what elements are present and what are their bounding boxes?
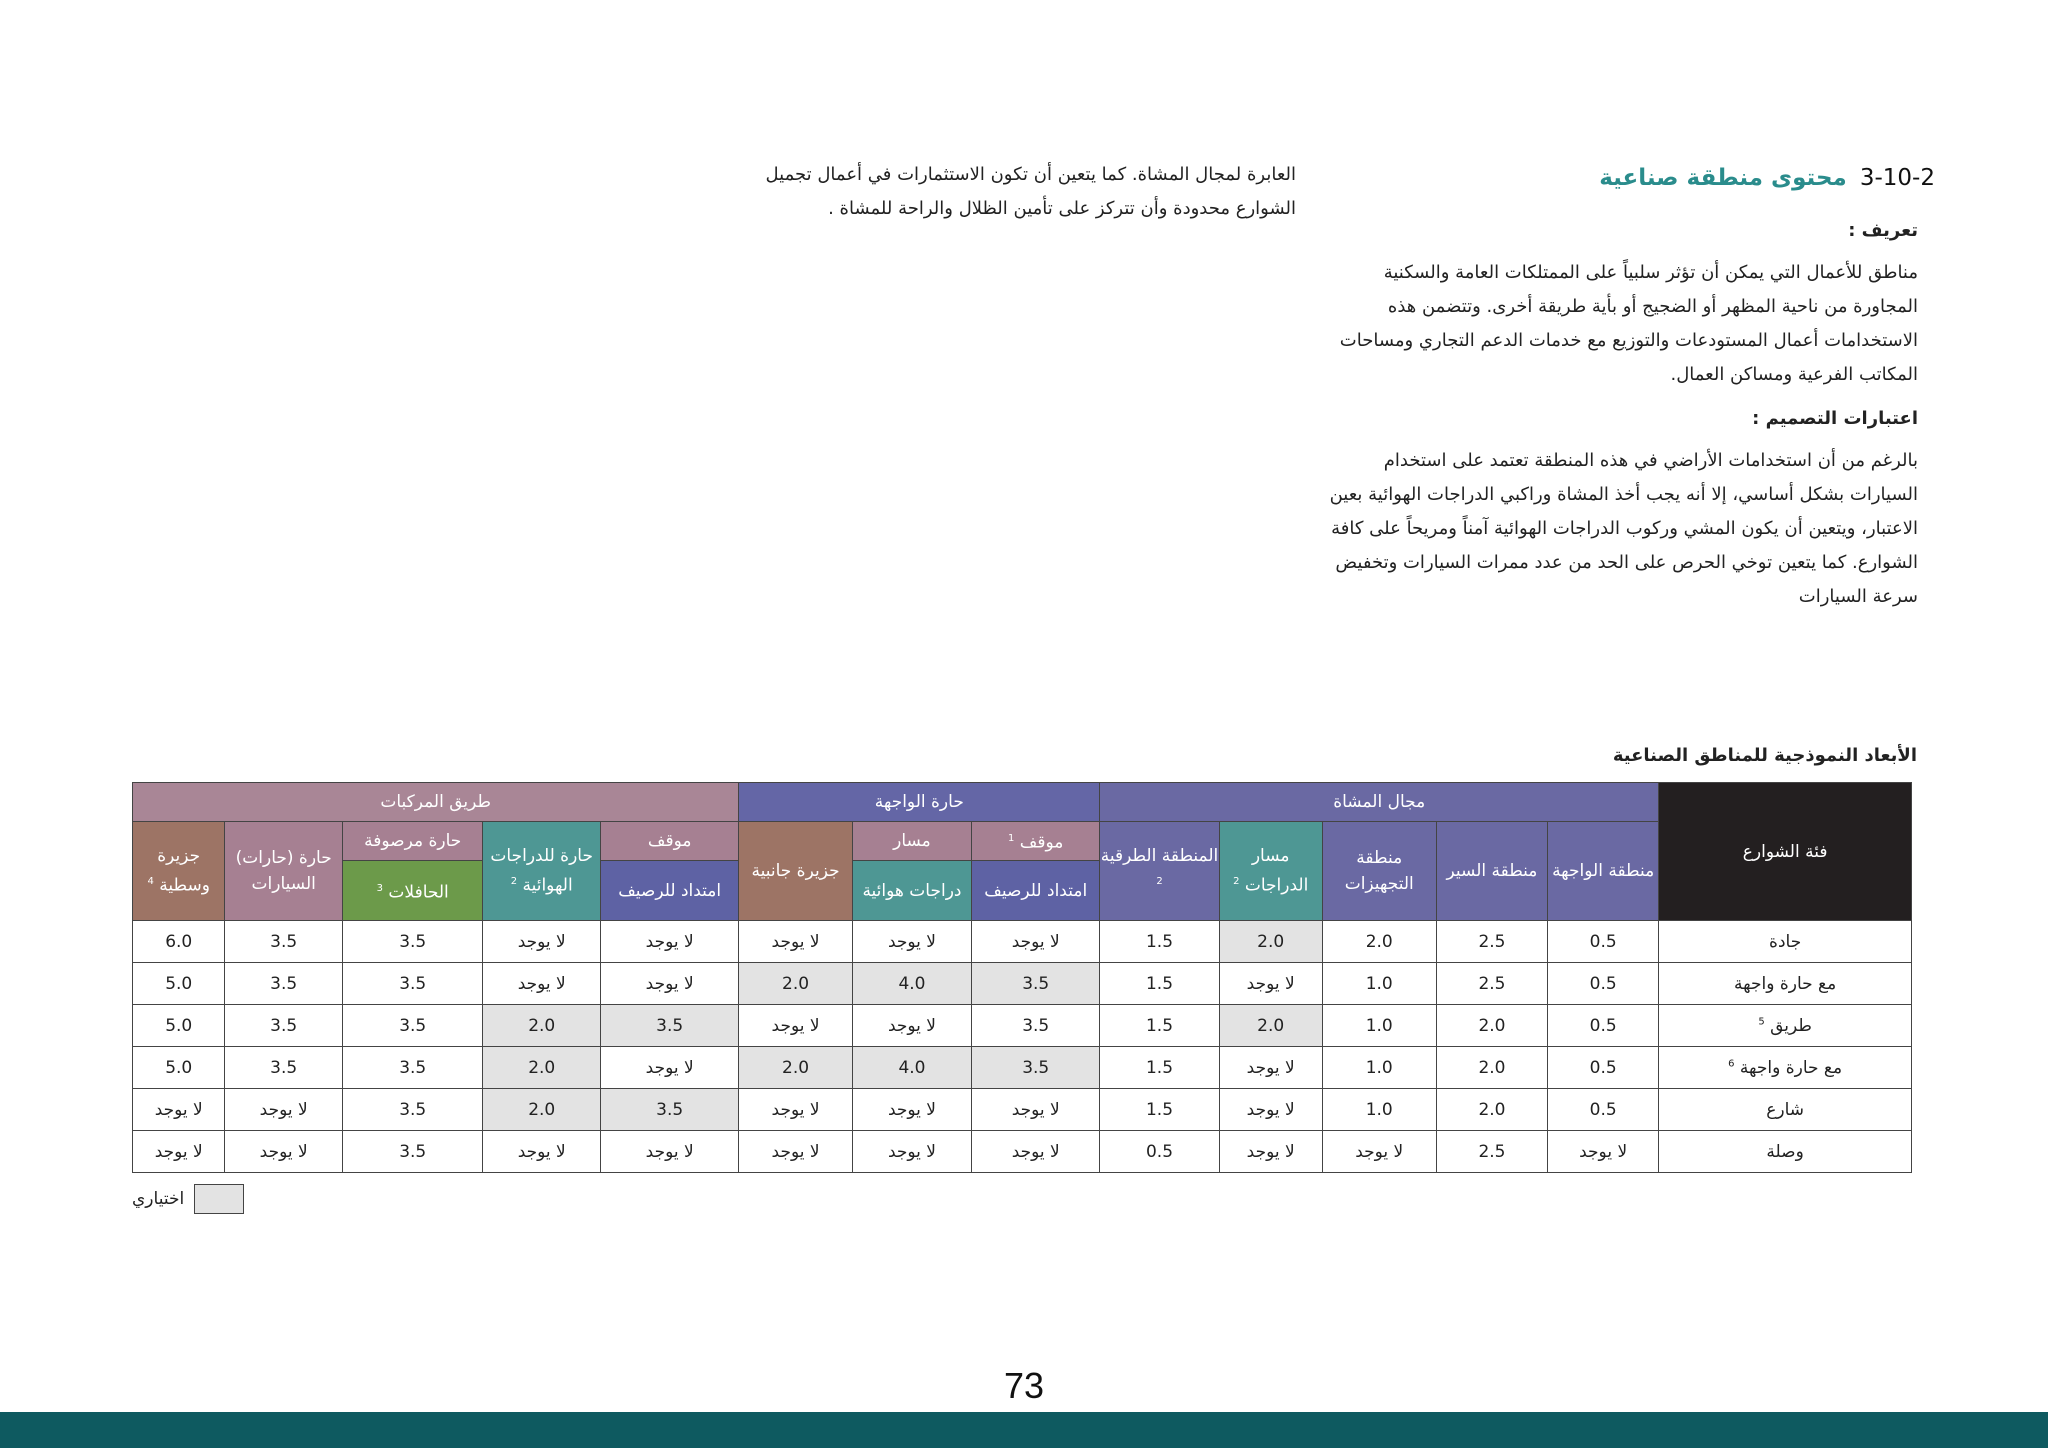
table-cell: لا يوجد [739,1131,852,1173]
table-cell: 3.5 [342,1047,483,1089]
table-cell: لا يوجد [483,1131,600,1173]
header-vr-parking: موقف [600,822,738,861]
table-cell: 3.5 [342,921,483,963]
header-fl-curb-ext: امتداد للرصيف [972,861,1100,921]
table-cell: لا يوجد [739,921,852,963]
left-column [736,158,1296,226]
table-cell: 2.0 [739,963,852,1005]
table-cell: لا يوجد [1219,963,1322,1005]
row-category: مع حارة واجهة [1659,963,1912,1005]
header-edge-zone: المنطقة الطرقية $^2$ [1100,822,1220,921]
table-cell: 5.0 [133,1005,225,1047]
row-category: جادة [1659,921,1912,963]
table-cell: لا يوجد [483,963,600,1005]
table-cell: 2.0 [739,1047,852,1089]
table-cell: 1.0 [1322,963,1436,1005]
table-cell: 2.0 [1436,1005,1547,1047]
definition-text: مناطق للأعمال التي يمكن أن تؤثر سلبياً على الممتلكات العامة والسكنية المجاورة من ناحية المظهر أو الضجيج أو بأية طريقة أخرى. وتتضمن هذه الاستخدامات أعمال المستودعات والتوزيع مع خدمات الدعم التجاري ومساحات المكاتب الفرعية ومساكن العمال. [1339,262,1918,385]
page-number: 73 [1003,1365,1045,1406]
table-cell: 1.5 [1100,1047,1220,1089]
table-row [133,1089,1912,1131]
table-cell: 2.5 [1436,963,1547,1005]
table-cell: لا يوجد [133,1089,225,1131]
table-cell: لا يوجد [972,1131,1100,1173]
table-cell: 3.5 [342,1131,483,1173]
dimensions-table [132,782,1912,1173]
table-cell: لا يوجد [1548,1131,1659,1173]
row-category: مع حارة واجهة $^6$ [1659,1047,1912,1089]
header-buses: الحافلات $^3$ [342,861,483,921]
table-row [133,921,1912,963]
table-cell: لا يوجد [133,1131,225,1173]
row-category: شارع [1659,1089,1912,1131]
section-title: محتوى منطقة صناعية [1599,165,1847,191]
table-cell: 3.5 [600,1089,738,1131]
table-row [133,1047,1912,1089]
table-cell: لا يوجد [600,1047,738,1089]
table-cell: 1.5 [1100,1005,1220,1047]
header-furnishing-zone: منطقة التجهيزات [1322,822,1436,921]
table-row [133,1005,1912,1047]
table-cell: 2.0 [1219,1005,1322,1047]
continuation-text: العابرة لمجال المشاة. كما يتعين أن تكون الاستثمارات في أعمال تجميل الشوارع محدودة وأن تتركز على تأمين الظلال والراحة للمشاة . [765,164,1296,219]
table-cell: لا يوجد [972,1089,1100,1131]
table-cell: 3.5 [972,1047,1100,1089]
table-cell: لا يوجد [852,921,972,963]
header-fl-parking: موقف $^1$ [972,822,1100,861]
table-cell: 4.0 [852,963,972,1005]
right-column [1318,214,1918,624]
design-text: بالرغم من أن استخدامات الأراضي في هذه المنطقة تعتمد على استخدام السيارات بشكل أساسي، إلا أنه يجب أخذ المشاة وراكبي الدراجات الهوائية بعين الاعتبار، ويتعين أن يكون المشي وركوب الدراجات الهوائية آمناً ومريحاً على كافة الشوارع. كما يتعين توخي الحرص على الحد من عدد ممرات السيارات وتخفيض سرعة السيارات [1329,450,1918,607]
table-cell: 4.0 [852,1047,972,1089]
table-cell: 5.0 [133,963,225,1005]
table-cell: لا يوجد [739,1089,852,1131]
table-cell: 3.5 [225,963,342,1005]
table-cell: 1.5 [1100,1089,1220,1131]
header-vr-curb-ext: امتداد للرصيف [600,861,738,921]
header-frontage-zone: منطقة الواجهة [1548,822,1659,921]
legend-optional-label: اختياري [132,1189,185,1209]
header-street-category: فئة الشوارع [1659,783,1912,921]
table-cell: 5.0 [133,1047,225,1089]
legend [132,1184,244,1214]
table-cell: لا يوجد [1219,1047,1322,1089]
section-heading [1335,165,1935,201]
table-cell: 0.5 [1548,1005,1659,1047]
header-car-lanes: حارة (حارات) السيارات [225,822,342,921]
table-cell: 0.5 [1100,1131,1220,1173]
table-cell: لا يوجد [1219,1131,1322,1173]
table-cell: 1.0 [1322,1047,1436,1089]
table-cell: لا يوجد [1322,1131,1436,1173]
header-frontage-lane: حارة الواجهة [739,783,1100,822]
table-row [133,963,1912,1005]
table-cell: لا يوجد [852,1089,972,1131]
header-side-island: جزيرة جانبية [739,822,852,921]
table-cell: 0.5 [1548,921,1659,963]
header-fl-path: مسار [852,822,972,861]
table-cell: 3.5 [972,1005,1100,1047]
table-cell: 1.0 [1322,1089,1436,1131]
table-cell: 6.0 [133,921,225,963]
table-title: الأبعاد النموذجية للمناطق الصناعية [1612,745,1917,766]
table-cell: لا يوجد [225,1131,342,1173]
table-cell: 3.5 [600,1005,738,1047]
header-pedestrian-realm: مجال المشاة [1100,783,1659,822]
table-cell: 2.0 [1436,1089,1547,1131]
row-category: طريق $^5$ [1659,1005,1912,1047]
design-heading: اعتبارات التصميم : [1752,408,1918,429]
table-cell: لا يوجد [225,1089,342,1131]
footer-bar [0,1412,2048,1448]
header-bike-path: مسار الدراجات $^2$ [1219,822,1322,921]
table-cell: لا يوجد [483,921,600,963]
section-number: 3-10-2 [1859,165,1935,191]
table-cell: 1.5 [1100,963,1220,1005]
table-cell: 2.0 [483,1047,600,1089]
table-cell: 2.5 [1436,1131,1547,1173]
table-cell: 3.5 [225,1005,342,1047]
legend-optional-swatch [194,1184,244,1214]
table-cell: لا يوجد [739,1005,852,1047]
header-median: جزيرة وسطية $^4$ [133,822,225,921]
table-cell: 2.0 [1322,921,1436,963]
table-cell: 0.5 [1548,963,1659,1005]
table-cell: لا يوجد [852,1131,972,1173]
table-cell: 3.5 [342,1089,483,1131]
table-cell: 3.5 [342,1005,483,1047]
table-cell: 2.5 [1436,921,1547,963]
header-vehicle-road: طريق المركبات [133,783,739,822]
table-cell: 3.5 [972,963,1100,1005]
table-row [133,1131,1912,1173]
table-cell: 2.0 [1436,1047,1547,1089]
header-vr-bike-lane: حارة للدراجات الهوائية $^2$ [483,822,600,921]
table-cell: لا يوجد [852,1005,972,1047]
table-cell: لا يوجد [600,921,738,963]
table-cell: لا يوجد [1219,1089,1322,1131]
table-cell: لا يوجد [972,921,1100,963]
table-cell: 0.5 [1548,1047,1659,1089]
table-cell: 2.0 [1219,921,1322,963]
definition-heading: تعريف : [1848,220,1918,241]
table-cell: 3.5 [225,1047,342,1089]
table-cell: لا يوجد [600,963,738,1005]
table-cell: 1.0 [1322,1005,1436,1047]
table-cell: لا يوجد [600,1131,738,1173]
header-paved-lane: حارة مرصوفة [342,822,483,861]
table-cell: 1.5 [1100,921,1220,963]
table-cell: 3.5 [225,921,342,963]
table-cell: 2.0 [483,1005,600,1047]
header-fl-bike: دراجات هوائية [852,861,972,921]
row-category: وصلة [1659,1131,1912,1173]
table-cell: 3.5 [342,963,483,1005]
header-walk-zone: منطقة السير [1436,822,1547,921]
table-cell: 0.5 [1548,1089,1659,1131]
table-cell: 2.0 [483,1089,600,1131]
